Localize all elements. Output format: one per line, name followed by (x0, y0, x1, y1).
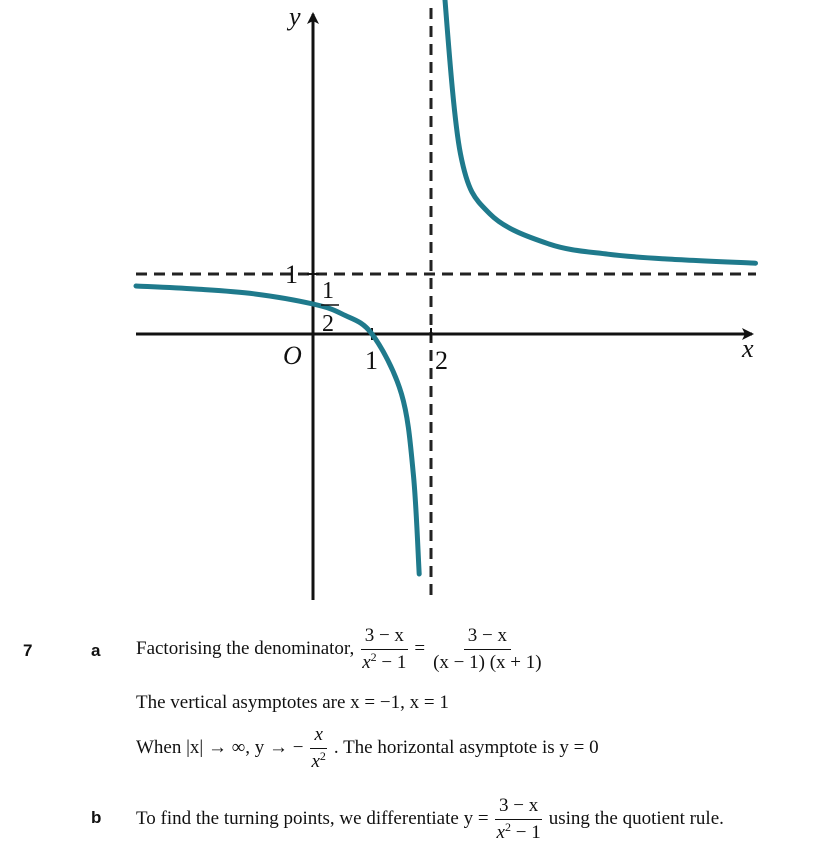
y-axis-label: y (289, 2, 301, 31)
question-number: 7 (23, 641, 33, 660)
fraction-factorised-numerator: 3 − x (464, 625, 511, 650)
fraction-numerator: 3 − x (361, 625, 408, 650)
fraction-b (493, 795, 545, 844)
quotient-rule-text: using the quotient rule. (548, 808, 724, 830)
limit-text: When |x| → ∞, y → − (136, 737, 304, 759)
factorising-text: Factorising the denominator, (136, 638, 355, 660)
fraction-denominator: $x^2 - 1$ (362, 649, 407, 673)
fraction-x-over-x2 (307, 724, 329, 773)
fraction-3-minus-x-over-x2-minus-1 (358, 625, 410, 674)
curve-right-branch (443, 0, 756, 263)
fraction-x2-denominator: $x^2$ (311, 748, 326, 772)
x-tick-label-1: 1 (365, 346, 378, 375)
differentiate-text: To find the turning points, we differentiate y = (136, 808, 489, 830)
part-b-label: b (91, 808, 102, 827)
solution-a-line-2: The vertical asymptotes are x = −1, x = 1 (136, 692, 449, 713)
solution-a-line-1 (136, 625, 550, 674)
x-axis-label: x (742, 334, 754, 363)
solution-b-line-1 (136, 795, 724, 844)
y-tick-label-1: 1 (285, 260, 298, 289)
horizontal-asymptote-text: . The horizontal asymptote is y = 0 (333, 737, 599, 759)
x-tick-label-2: 2 (435, 346, 448, 375)
solution-a-line-3 (136, 724, 599, 773)
origin-label: O (283, 341, 302, 370)
y-intercept-denominator: 2 (322, 311, 334, 337)
y-intercept-numerator: 1 (322, 278, 334, 304)
curve-left-branch (136, 286, 419, 574)
fraction-factorised-denominator: (x − 1) (x + 1) (433, 651, 542, 673)
fraction-x-numerator: x (310, 724, 326, 749)
equals-sign: = (414, 638, 426, 660)
fraction-b-numerator: 3 − x (495, 795, 542, 820)
fraction-factorised (429, 625, 546, 674)
part-a-label: a (91, 641, 101, 660)
fraction-b-denominator: $x^2 - 1$ (496, 819, 541, 843)
